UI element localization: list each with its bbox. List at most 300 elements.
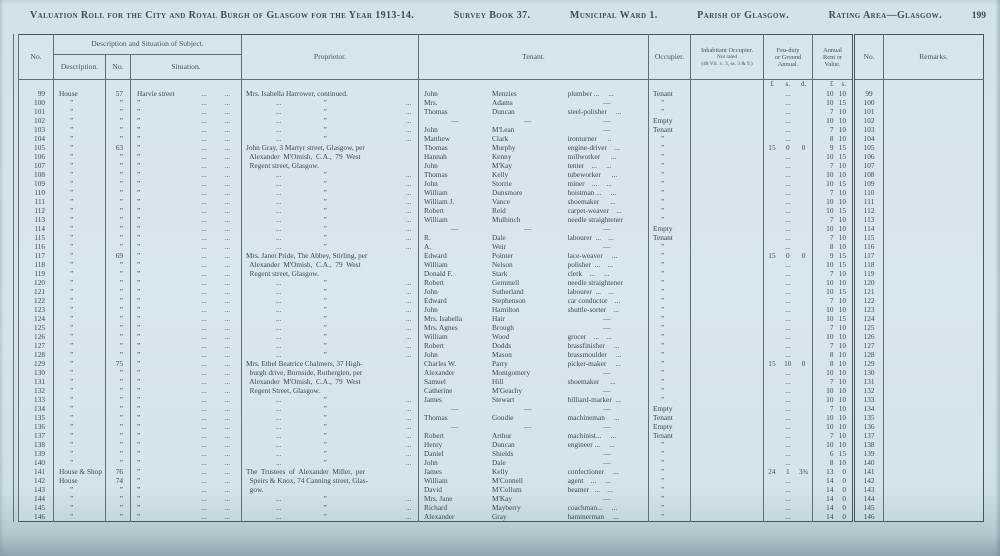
cell-entry-no-repeat: 118 [854,260,884,269]
table-row [19,503,984,512]
cell-remarks [884,188,984,197]
cell-entry-no-repeat: 117 [854,251,884,260]
cell-situation: ” ... ... [131,296,242,305]
table-row [19,161,984,170]
cell-feu-duty: ... [764,197,813,206]
table-row [19,359,984,368]
col-header-occupier: Occupier. [649,35,691,80]
cell-description: ” [54,98,106,107]
table-row [19,89,984,98]
cell-feu-duty: ... [764,278,813,287]
cell-tenant: — — — [419,224,649,233]
cell-entry-no: 112 [19,206,54,215]
cell-situation: ” ... ... [131,377,242,386]
cell-entry-no: 138 [19,440,54,449]
cell-house-no: ” [106,323,131,332]
cell-occupier: Empty [649,422,691,431]
cell-annual-rent: 7 10 [813,377,854,386]
cell-annual-rent: 10 10 [813,305,854,314]
cell-description: House [54,89,106,98]
cell-annual-rent: 7 10 [813,125,854,134]
cell-house-no: 69 [106,251,131,260]
col-header-description: Description. [54,55,106,80]
cell-house-no: ” [106,287,131,296]
cell-proprietor: ... ” ... [242,188,419,197]
cell-remarks [884,143,984,152]
table-row [19,98,984,107]
cell-entry-no: 115 [19,233,54,242]
cell-entry-no-repeat: 110 [854,188,884,197]
cell-entry-no-repeat: 104 [854,134,884,143]
cell-description: ” [54,269,106,278]
cell-description: ” [54,503,106,512]
cell-remarks [884,134,984,143]
cell-entry-no: 119 [19,269,54,278]
table-body [19,80,984,522]
cell-description: ” [54,143,106,152]
cell-entry-no-repeat: 108 [854,170,884,179]
currency-label-feu: £ s. d. [764,80,813,90]
cell-proprietor: ... ” ... [242,314,419,323]
cell-annual-rent: 14 0 [813,503,854,512]
cell-entry-no: 99 [19,89,54,98]
cell-annual-rent: 10 15 [813,206,854,215]
cell-proprietor: burgh drive, Burnside, Rutherglen, per [242,368,419,377]
cell-occupier: ” [649,107,691,116]
cell-description: ” [54,251,106,260]
table-row [19,215,984,224]
cell-description: ” [54,377,106,386]
cell-tenant: Mrs. Jane M'Kay — [419,494,649,503]
cell-situation: ” ... ... [131,107,242,116]
cell-annual-rent: 7 10 [813,188,854,197]
cell-inhabitant-occupier [691,413,764,422]
cell-occupier: ” [649,98,691,107]
cell-house-no: ” [106,305,131,314]
cell-annual-rent: 7 10 [813,215,854,224]
cell-house-no: 74 [106,476,131,485]
cell-entry-no-repeat: 114 [854,224,884,233]
cell-proprietor: ... ” ... [242,287,419,296]
cell-feu-duty: ... [764,431,813,440]
cell-inhabitant-occupier [691,269,764,278]
cell-feu-duty: ... [764,458,813,467]
cell-inhabitant-occupier [691,458,764,467]
cell-inhabitant-occupier [691,170,764,179]
cell-feu-duty: ... [764,179,813,188]
cell-entry-no-repeat: 106 [854,152,884,161]
cell-inhabitant-occupier [691,440,764,449]
cell-proprietor: ... ” ... [242,341,419,350]
cell-entry-no-repeat: 137 [854,431,884,440]
cell-entry-no: 109 [19,179,54,188]
cell-situation: ” ... ... [131,323,242,332]
cell-feu-duty: 15 0 0 [764,251,813,260]
cell-house-no: ” [106,377,131,386]
col-header-no: No. [19,35,54,80]
cell-remarks [884,404,984,413]
cell-entry-no-repeat: 116 [854,242,884,251]
cell-tenant: William Mulhinch needle straightener [419,215,649,224]
cell-occupier: Tenant [649,89,691,98]
valuation-roll-table [18,34,984,522]
cell-remarks [884,314,984,323]
cell-inhabitant-occupier [691,494,764,503]
cell-entry-no-repeat: 112 [854,206,884,215]
cell-entry-no-repeat: 121 [854,287,884,296]
cell-annual-rent: 7 10 [813,161,854,170]
cell-feu-duty: ... [764,449,813,458]
cell-entry-no-repeat: 129 [854,359,884,368]
cell-entry-no: 130 [19,368,54,377]
table-row [19,305,984,314]
cell-inhabitant-occupier [691,305,764,314]
cell-remarks [884,359,984,368]
cell-occupier: ” [649,161,691,170]
table-row [19,251,984,260]
cell-tenant: R. Dale labourer ... ... [419,233,649,242]
col-header-annual-rent: Annual Rent or Value. [813,35,854,80]
cell-annual-rent: 10 10 [813,395,854,404]
cell-tenant: Mrs. Adams — [419,98,649,107]
cell-inhabitant-occupier [691,350,764,359]
cell-feu-duty: ... [764,341,813,350]
cell-description: ” [54,179,106,188]
col-header-remarks: Remarks. [884,35,984,80]
cell-house-no: ” [106,107,131,116]
cell-remarks [884,494,984,503]
cell-house-no: ” [106,98,131,107]
cell-proprietor: ... ” ... [242,503,419,512]
cell-tenant: John Menzies plumber ... ... [419,89,649,98]
cell-house-no: ” [106,269,131,278]
cell-tenant: John Mason brassmoulder ... [419,350,649,359]
cell-description: ” [54,422,106,431]
cell-occupier: ” [649,188,691,197]
table-row [19,377,984,386]
cell-inhabitant-occupier [691,332,764,341]
cell-description: ” [54,197,106,206]
cell-description: ” [54,512,106,522]
cell-annual-rent: 7 10 [813,323,854,332]
cell-tenant: Richard Mayberry coachman... ... [419,503,649,512]
cell-tenant: Mrs. Agnes Brough — [419,323,649,332]
cell-inhabitant-occupier [691,188,764,197]
cell-remarks [884,233,984,242]
cell-entry-no-repeat: 133 [854,395,884,404]
cell-feu-duty: ... [764,350,813,359]
cell-entry-no-repeat: 122 [854,296,884,305]
cell-house-no: ” [106,215,131,224]
cell-situation: ” ... ... [131,404,242,413]
cell-house-no: ” [106,341,131,350]
table-row [19,260,984,269]
cell-description: ” [54,242,106,251]
cell-inhabitant-occupier [691,386,764,395]
cell-annual-rent: 10 10 [813,278,854,287]
cell-proprietor: Alexander M'Omish, C.A., 79 West [242,260,419,269]
cell-tenant: Alexander Montgomery — [419,368,649,377]
cell-inhabitant-occupier [691,287,764,296]
table-row [19,296,984,305]
cell-remarks [884,197,984,206]
cell-remarks [884,512,984,522]
cell-remarks [884,296,984,305]
cell-feu-duty: ... [764,404,813,413]
cell-remarks [884,395,984,404]
cell-feu-duty: ... [764,224,813,233]
cell-proprietor: ... ” ... [242,296,419,305]
cell-entry-no: 131 [19,377,54,386]
cell-entry-no-repeat: 140 [854,458,884,467]
cell-tenant: Thomas Murphy engine-driver ... [419,143,649,152]
cell-house-no: ” [106,296,131,305]
table-row [19,152,984,161]
cell-annual-rent: 7 10 [813,107,854,116]
cell-entry-no-repeat: 136 [854,422,884,431]
cell-entry-no-repeat: 127 [854,341,884,350]
cell-entry-no-repeat: 132 [854,386,884,395]
cell-entry-no-repeat: 134 [854,404,884,413]
cell-inhabitant-occupier [691,260,764,269]
cell-inhabitant-occupier [691,251,764,260]
cell-situation: ” ... ... [131,341,242,350]
cell-house-no: ” [106,161,131,170]
cell-remarks [884,89,984,98]
table-header [19,35,984,80]
cell-proprietor: Alexander M'Omish, C.A., 79 West [242,377,419,386]
cell-occupier: Tenant [649,233,691,242]
table-row [19,287,984,296]
cell-entry-no-repeat: 130 [854,368,884,377]
cell-proprietor: ... ” ... [242,134,419,143]
cell-inhabitant-occupier [691,125,764,134]
cell-annual-rent: 14 0 [813,494,854,503]
cell-proprietor: ... ” ... [242,116,419,125]
cell-tenant: A. Weir — [419,242,649,251]
cell-feu-duty: ... [764,287,813,296]
table-row [19,449,984,458]
cell-description: ” [54,287,106,296]
cell-proprietor: ... ” ... [242,350,419,359]
table-row [19,143,984,152]
cell-annual-rent: 10 10 [813,89,854,98]
cell-remarks [884,341,984,350]
cell-tenant: — — — [419,116,649,125]
cell-occupier: ” [649,296,691,305]
cell-feu-duty: ... [764,116,813,125]
cell-proprietor: ... ” ... [242,278,419,287]
table-row [19,494,984,503]
cell-inhabitant-occupier [691,143,764,152]
cell-proprietor: ... ” ... [242,206,419,215]
cell-tenant: William Wood grocer ... ... [419,332,649,341]
cell-remarks [884,161,984,170]
cell-entry-no: 117 [19,251,54,260]
cell-tenant: Samuel Hill shoemaker ... [419,377,649,386]
cell-house-no: ” [106,278,131,287]
cell-feu-duty: ... [764,269,813,278]
cell-occupier: ” [649,485,691,494]
cell-house-no: ” [106,206,131,215]
cell-situation: ” ... ... [131,413,242,422]
cell-house-no: ” [106,422,131,431]
cell-situation: ” ... ... [131,134,242,143]
cell-entry-no: 118 [19,260,54,269]
cell-proprietor: ... ” ... [242,107,419,116]
cell-situation: ” ... ... [131,251,242,260]
cell-feu-duty: ... [764,422,813,431]
cell-proprietor: ... ” ... [242,512,419,522]
cell-feu-duty: ... [764,215,813,224]
cell-description: ” [54,278,106,287]
title-segment: Municipal Ward 1. [569,10,658,21]
cell-feu-duty: ... [764,206,813,215]
cell-situation: ” ... ... [131,242,242,251]
cell-tenant: James Kelly confectioner ... [419,467,649,476]
cell-inhabitant-occupier [691,161,764,170]
cell-description: ” [54,485,106,494]
cell-situation: ” ... ... [131,476,242,485]
cell-description: ” [54,494,106,503]
cell-entry-no-repeat: 124 [854,314,884,323]
cell-annual-rent: 10 10 [813,197,854,206]
cell-feu-duty: ... [764,242,813,251]
cell-occupier: Empty [649,404,691,413]
cell-tenant: Edward Pointer lace-weaver ... [419,251,649,260]
cell-entry-no-repeat: 99 [854,89,884,98]
table-row [19,485,984,494]
cell-entry-no: 121 [19,287,54,296]
table-row [19,278,984,287]
cell-entry-no-repeat: 141 [854,467,884,476]
cell-tenant: John M'Lean — [419,125,649,134]
cell-annual-rent: 8 10 [813,242,854,251]
cell-situation: ” ... ... [131,197,242,206]
cell-remarks [884,503,984,512]
cell-entry-no: 143 [19,485,54,494]
cell-house-no: ” [106,134,131,143]
cell-entry-no: 116 [19,242,54,251]
cell-entry-no-repeat: 105 [854,143,884,152]
cell-feu-duty: ... [764,152,813,161]
cell-entry-no: 120 [19,278,54,287]
cell-inhabitant-occupier [691,233,764,242]
cell-situation: ” ... ... [131,350,242,359]
cell-description: ” [54,368,106,377]
cell-proprietor: ... ” ... [242,215,419,224]
cell-house-no: ” [106,260,131,269]
cell-annual-rent: 14 0 [813,476,854,485]
cell-remarks [884,215,984,224]
cell-occupier: ” [649,377,691,386]
cell-tenant: Charles W. Parry picker-maker ... [419,359,649,368]
cell-feu-duty: ... [764,125,813,134]
cell-annual-rent: 7 10 [813,341,854,350]
cell-house-no: ” [106,332,131,341]
cell-entry-no-repeat: 101 [854,107,884,116]
table-row [19,134,984,143]
cell-situation: ” ... ... [131,449,242,458]
cell-remarks [884,116,984,125]
cell-annual-rent: 10 15 [813,152,854,161]
cell-annual-rent: 10 10 [813,413,854,422]
cell-entry-no-repeat: 125 [854,323,884,332]
cell-description: ” [54,395,106,404]
cell-description: ” [54,404,106,413]
cell-feu-duty: ... [764,98,813,107]
valuation-table [18,34,983,522]
cell-entry-no-repeat: 128 [854,350,884,359]
cell-remarks [884,152,984,161]
cell-inhabitant-occupier [691,296,764,305]
cell-tenant: Donald F. Stark clerk ... ... [419,269,649,278]
cell-tenant: Thomas Kelly tubeworker ... [419,170,649,179]
cell-entry-no-repeat: 111 [854,197,884,206]
cell-annual-rent: 8 10 [813,359,854,368]
cell-annual-rent: 6 15 [813,449,854,458]
cell-entry-no: 137 [19,431,54,440]
cell-annual-rent: 10 10 [813,116,854,125]
cell-occupier: ” [649,503,691,512]
cell-remarks [884,413,984,422]
table-row [19,188,984,197]
table-row [19,386,984,395]
cell-inhabitant-occupier [691,404,764,413]
cell-entry-no: 128 [19,350,54,359]
cell-entry-no-repeat: 103 [854,125,884,134]
cell-feu-duty: ... [764,323,813,332]
cell-entry-no: 146 [19,512,54,522]
cell-inhabitant-occupier [691,377,764,386]
cell-occupier: ” [649,494,691,503]
cell-tenant: Hannah Kenny millworker ... [419,152,649,161]
cell-feu-duty: ... [764,476,813,485]
cell-inhabitant-occupier [691,422,764,431]
cell-annual-rent: 10 10 [813,386,854,395]
table-row [19,350,984,359]
cell-proprietor: ... ” ... [242,125,419,134]
cell-occupier: ” [649,152,691,161]
cell-entry-no: 110 [19,188,54,197]
cell-proprietor: ... ” ... [242,305,419,314]
cell-proprietor: ... ” ... [242,197,419,206]
cell-annual-rent: 7 10 [813,269,854,278]
cell-feu-duty: ... [764,413,813,422]
cell-entry-no: 142 [19,476,54,485]
cell-annual-rent: 10 10 [813,170,854,179]
cell-proprietor: ... ” ... [242,98,419,107]
cell-remarks [884,206,984,215]
cell-entry-no-repeat: 139 [854,449,884,458]
cell-remarks [884,449,984,458]
cell-remarks [884,323,984,332]
cell-entry-no-repeat: 120 [854,278,884,287]
cell-feu-duty: ... [764,296,813,305]
cell-house-no: ” [106,368,131,377]
cell-situation: ” ... ... [131,269,242,278]
cell-house-no: ” [106,449,131,458]
table-row [19,512,984,522]
cell-description: ” [54,458,106,467]
cell-proprietor: ... ” ... [242,458,419,467]
cell-remarks [884,377,984,386]
cell-entry-no: 129 [19,359,54,368]
cell-situation: ” ... ... [131,332,242,341]
cell-remarks [884,125,984,134]
cell-occupier: ” [649,359,691,368]
cell-inhabitant-occupier [691,89,764,98]
